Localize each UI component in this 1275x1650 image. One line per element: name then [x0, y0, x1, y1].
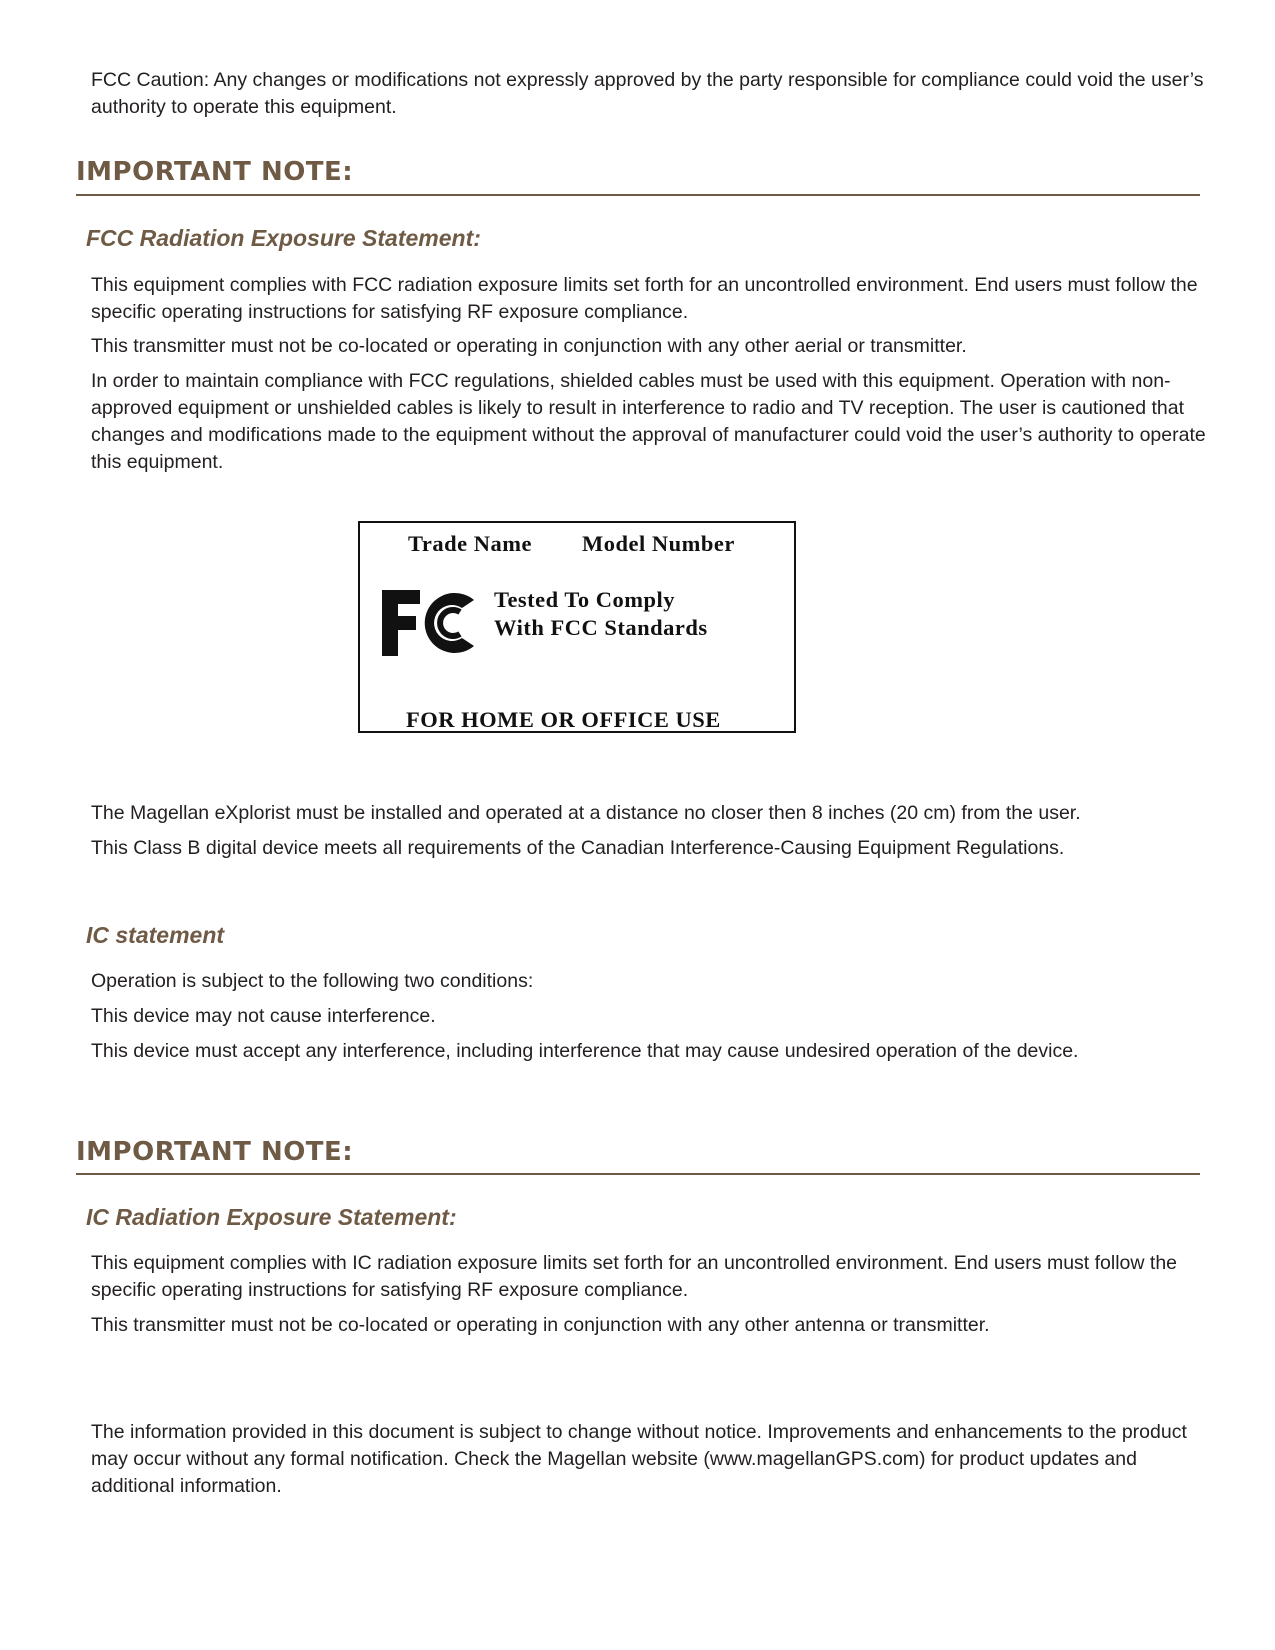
tested-line-1: Tested To Comply [494, 587, 675, 612]
disclaimer: The information provided in this document is subject to change without notice. Improvements and enhancements to the product may occur without any formal notification. Check the Magellan website (www.magellanGPS.com) for product updates and additional information. [91, 1421, 1187, 1497]
fcc-paragraph: This equipment complies with FCC radiation exposure limits set forth for an uncontrolled environment. End users must follow the specific operating instructions for satisfying RF exposure compliance. [91, 274, 1198, 323]
fcc-radiation-heading: FCC Radiation Exposure Statement: [86, 225, 481, 251]
home-office-use: FOR HOME OR OFFICE USE [406, 707, 721, 732]
fcc-caution: FCC Caution: Any changes or modifications not expressly approved by the party responsible for compliance could void the user’s authority to operate this equipment. [91, 69, 1204, 118]
fcc-paragraph: This transmitter must not be co-located or operating in conjunction with any other aerial or transmitter. [91, 335, 967, 357]
tested-line-2: With FCC Standards [494, 615, 708, 640]
divider [76, 194, 1200, 196]
class-b-statement: This Class B digital device meets all requirements of the Canadian Interference-Causing Equipment Regulations. [91, 837, 1065, 859]
ic-radiation-heading: IC Radiation Exposure Statement: [86, 1204, 457, 1230]
ic-radiation-paragraph: This transmitter must not be co-located or operating in conjunction with any other antenna or transmitter. [91, 1314, 990, 1336]
important-note-heading: IMPORTANT NOTE: [76, 157, 354, 187]
trade-name: Trade Name [408, 531, 532, 556]
fcc-logo-icon [380, 588, 478, 658]
ic-radiation-paragraph: This equipment complies with IC radiation exposure limits set forth for an uncontrolled environment. End users must follow the specific operating instructions for satisfying RF exposure compliance. [91, 1252, 1178, 1301]
divider [76, 1173, 1200, 1175]
important-note-heading: IMPORTANT NOTE: [76, 1137, 354, 1167]
fcc-paragraph: In order to maintain compliance with FCC regulations, shielded cables must be used with this equipment. Operation with non-approved equipment or unshielded cables is likely to result in interference to radio and TV reception. The user is cautioned that changes and modifications made to the equipment without the approval of manufacturer could void the user’s authority to operate this equipment. [91, 370, 1206, 473]
ic-statement-heading: IC statement [86, 922, 225, 948]
ic-paragraph: Operation is subject to the following two conditions: [91, 970, 534, 992]
model-number: Model Number [582, 531, 735, 556]
distance-statement: The Magellan eXplorist must be installed and operated at a distance no closer then 8 inches (20 cm) from the user. [91, 802, 1081, 824]
ic-paragraph: This device must accept any interference, including interference that may cause undesired operation of the device. [91, 1040, 1079, 1062]
ic-paragraph: This device may not cause interference. [91, 1005, 436, 1027]
fcc-compliance-label [358, 521, 796, 733]
